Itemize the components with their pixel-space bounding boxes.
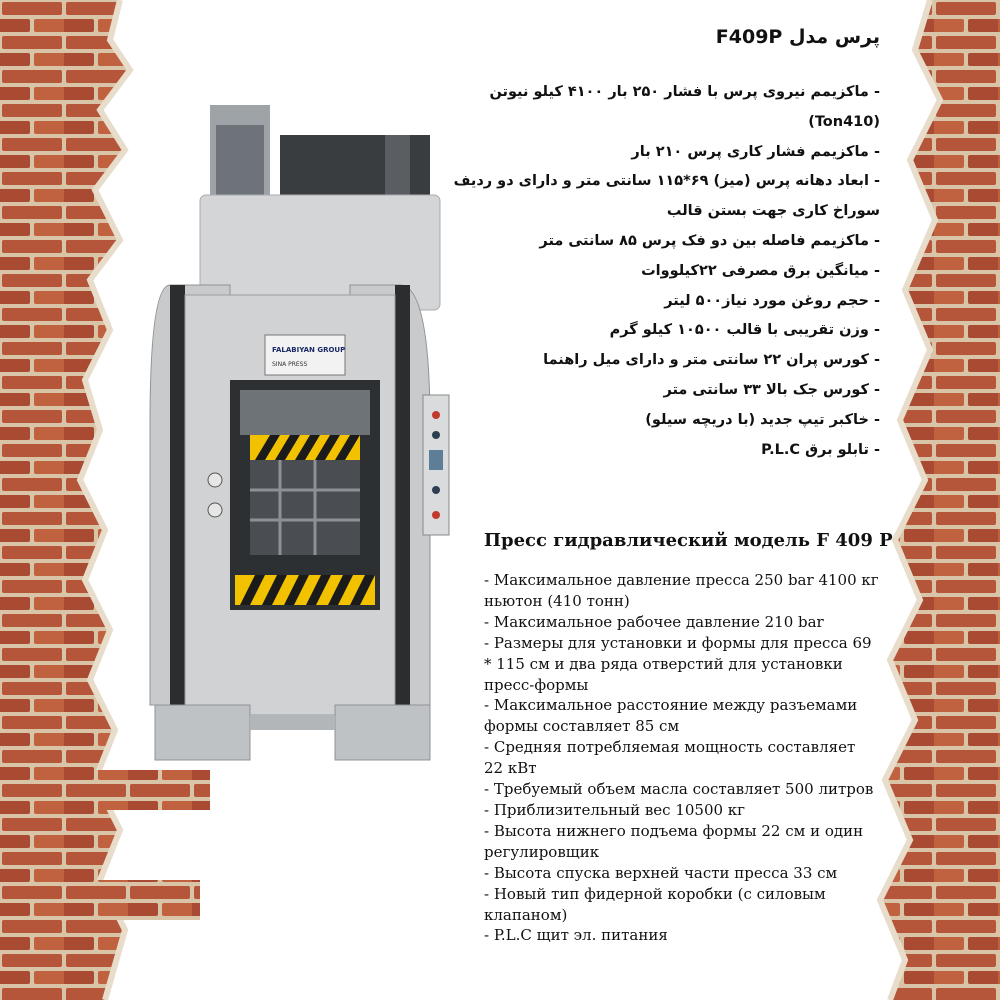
persian-spec-item: - تابلو برق P.L.C [440,436,880,466]
persian-spec-item: - ماکزیمم نیروی پرس با فشار ۲۵۰ بار ۴۱۰۰ کیلو نیوتن (Ton410) [440,78,880,138]
russian-spec-item: - Требуемый объем масла составляет 500 литров [484,779,879,800]
russian-spec-item: - Высота нижнего подъема формы 22 см и один регулировщик [484,821,879,863]
persian-spec-item: - ابعاد دهانه پرس (میز) ۶۹*۱۱۵ سانتی متر و دارای دو ردیف سوراخ کاری جهت بستن قالب [440,167,880,227]
persian-spec-item: - میانگین برق مصرفی ۲۲کیلووات [440,257,880,287]
russian-spec-list [484,570,879,946]
persian-title: پرس مدل F409P [715,26,880,48]
russian-spec-item: - Средняя потребляемая мощность составляет 22 кВт [484,737,879,779]
russian-title: Пресс гидравлический модель F 409 P [484,530,893,551]
russian-spec-item: - P.L.C щит эл. питания [484,925,879,946]
right-brick-wall [870,0,1000,1000]
hydraulic-press-image [130,95,460,770]
nameplate-model: SINA PRESS [272,361,308,368]
persian-spec-item: - ماکزیمم فشار کاری پرس ۲۱۰ بار [440,138,880,168]
persian-spec-item: - ماکزیمم فاصله بین دو فک پرس ۸۵ سانتی متر [440,227,880,257]
persian-spec-item: - حجم روغن مورد نیاز۵۰۰ لیتر [440,287,880,317]
russian-spec-item: - Приблизительный вес 10500 кг [484,800,879,821]
persian-spec-item: - وزن تقریبی با قالب ۱۰۵۰۰ کیلو گرم [440,316,880,346]
upper-hazard-stripe [250,435,360,460]
nameplate-brand: FALABIYAN GROUP [272,346,346,354]
russian-spec-item: - Новый тип фидерной коробки (с силовым клапаном) [484,884,879,926]
russian-spec-item: - Размеры для установки и формы для пресса 69 * 115 см и два ряда отверстий для установки пресс-формы [484,633,879,696]
russian-spec-item: - Высота спуска верхней части пресса 33 см [484,863,879,884]
persian-spec-item: - کورس پران ۲۲ سانتی متر و دارای میل راهنما [440,346,880,376]
lower-hazard-stripe [235,575,375,605]
persian-spec-item: - خاکبر تیپ جدید (با دریچه سیلو) [440,406,880,436]
russian-spec-item: - Максимальное рабочее давление 210 bar [484,612,879,633]
persian-spec-item: - کورس جک بالا ۳۳ سانتی متر [440,376,880,406]
russian-spec-item: - Максимальное расстояние между разъемами формы составляет 85 см [484,695,879,737]
pressure-gauge [208,473,222,487]
nameplate [265,335,345,375]
persian-spec-list [440,78,880,465]
russian-spec-item: - Максимальное давление пресса 250 bar 4100 кг ньютон (410 тонн) [484,570,879,612]
